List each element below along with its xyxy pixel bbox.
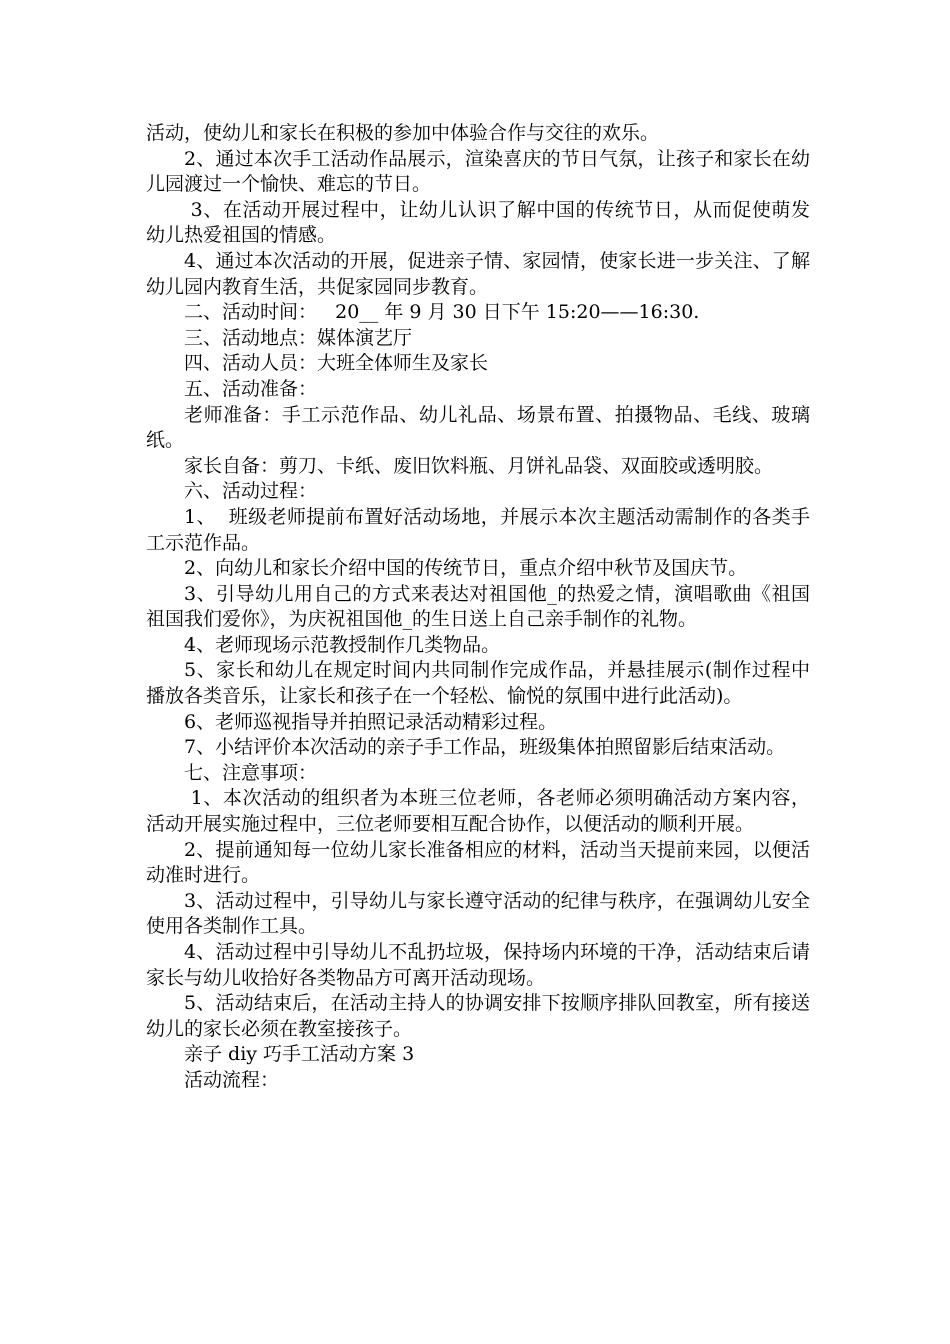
paragraph-parent-preparation: 家长自备：剪刀、卡纸、废旧饮料瓶、月饼礼品袋、双面胶或透明胶。 xyxy=(184,454,774,477)
paragraph-goal-3: 3、在活动开展过程中，让幼儿认识了解中国的传统节日，从而促使萌发幼儿热爱祖国的情感。 xyxy=(146,198,811,247)
paragraph-goal-2: 2、通过本次手工活动作品展示，渲染喜庆的节日气氛，让孩子和家长在幼儿园渡过一个愉快、难忘的节日。 xyxy=(146,147,810,196)
heading-activity-time: 二、活动时间： 20__ 年 9 月 30 日下午 15:20——16:30. xyxy=(184,301,700,324)
paragraph-note-2: 2、提前通知每一位幼儿家长准备相应的材料，活动当天提前来园，以便活动准时进行。 xyxy=(146,838,810,887)
paragraph-process-6: 6、老师巡视指导并拍照记录活动精彩过程。 xyxy=(184,710,558,733)
paragraph-note-1: 1、本次活动的组织者为本班三位老师，各老师必须明确活动方案内容，活动开展实施过程中，三位老师要相互配合协作，以便活动的顺利开展。 xyxy=(146,787,811,836)
paragraph-note-5: 5、活动结束后，在活动主持人的协调安排下按顺序排队回教室，所有接送幼儿的家长必须在教室接孩子。 xyxy=(146,992,810,1040)
paragraph-teacher-preparation: 老师准备：手工示范作品、幼儿礼品、场景布置、拍摄物品、毛线、玻璃纸。 xyxy=(146,403,810,452)
document-page xyxy=(146,121,810,1094)
heading-notes: 七、注意事项： xyxy=(184,761,318,784)
heading-activity-participants: 四、活动人员：大班全体师生及家长 xyxy=(184,352,489,375)
paragraph-process-7: 7、小结评价本次活动的亲子手工作品，班级集体拍照留影后结束活动。 xyxy=(184,736,786,759)
paragraph-process-5: 5、家长和幼儿在规定时间内共同制作完成作品，并悬挂展示(制作过程中播放各类音乐，让家长和孩子在一个轻松、愉悦的氛围中进行此活动)。 xyxy=(146,659,810,708)
paragraph-goal-4: 4、通过本次活动的开展，促进亲子情、家园情，使家长进一步关注、了解幼儿园内教育生活，共促家园同步教育。 xyxy=(146,249,810,298)
heading-plan-3: 亲子 diy 巧手工活动方案 3 xyxy=(184,1043,415,1066)
paragraph-process-3: 3、引导幼儿用自己的方式来表达对祖国他_的热爱之情，演唱歌曲《祖国祖国我们爱你》，为庆祝祖国他_的生日送上自己亲手制作的礼物。 xyxy=(146,582,810,631)
paragraph-note-4: 4、活动过程中引导幼儿不乱扔垃圾，保持场内环境的干净，活动结束后请家长与幼儿收拾好各类物品方可离开活动现场。 xyxy=(146,941,810,989)
heading-activity-flow: 活动流程： xyxy=(184,1068,280,1091)
paragraph-continuation: 活动，使幼儿和家长在积极的参加中体验合作与交往的欢乐。 xyxy=(146,122,660,144)
heading-activity-process: 六、活动过程： xyxy=(184,480,318,503)
paragraph-process-2: 2、向幼儿和家长介绍中国的传统节日，重点介绍中秋节及国庆节。 xyxy=(184,557,748,580)
heading-activity-preparation: 五、活动准备： xyxy=(184,377,318,400)
paragraph-process-1: 1、 班级老师提前布置好活动场地，并展示本次主题活动需制作的各类手工示范作品。 xyxy=(146,505,810,554)
paragraph-process-4: 4、老师现场示范教授制作几类物品。 xyxy=(184,633,501,656)
heading-activity-location: 三、活动地点：媒体演艺厅 xyxy=(184,326,413,349)
paragraph-note-3: 3、活动过程中，引导幼儿与家长遵守活动的纪律与秩序，在强调幼儿安全使用各类制作工具。 xyxy=(146,889,810,938)
